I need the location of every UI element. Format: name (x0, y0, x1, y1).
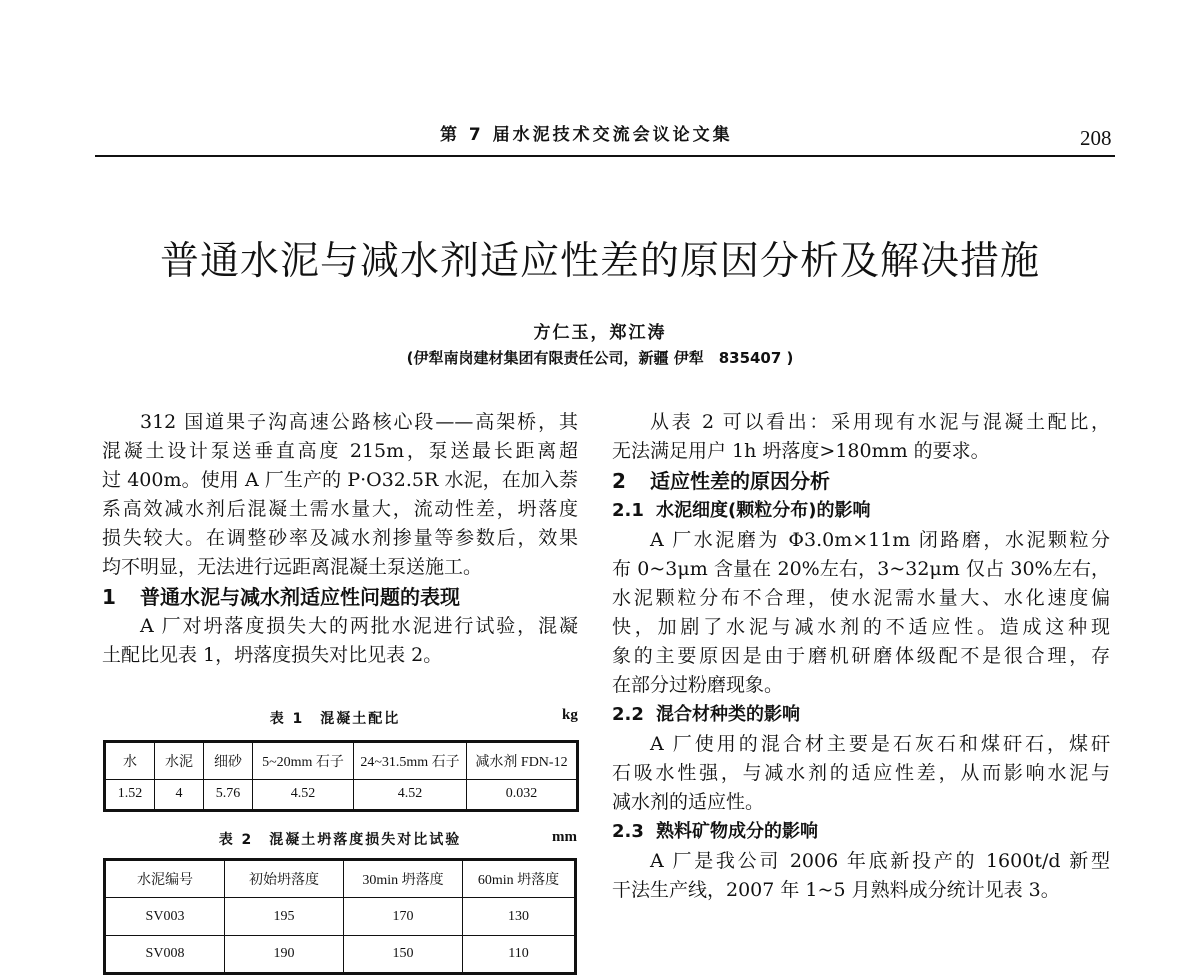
right-column (612, 408, 1110, 905)
table-cell: 190 (225, 936, 344, 974)
subsection-heading-2-2: 2.2 混合材种类的影响 (612, 704, 800, 725)
table-row (105, 898, 576, 936)
table1-unit: kg (562, 707, 578, 723)
table-cell: 减水剂 FDN-12 (467, 742, 578, 780)
text-line: 均不明显，无法进行远距离混凝土泵送施工。 (102, 556, 483, 578)
table-cell: 水泥 (155, 742, 204, 780)
table-cell: 130 (463, 898, 576, 936)
page-number: 208 (1080, 126, 1112, 150)
authors: 方仁玉，郑江涛 (533, 323, 667, 343)
table-cell: 4.52 (354, 779, 467, 810)
affiliation: (伊犁南岗建材集团有限责任公司，新疆 伊犁 835407 ) (406, 349, 794, 367)
header-rule (95, 155, 1115, 157)
text-line: 混凝土设计泵送垂直高度 215m，泵送最长距离超 (102, 440, 578, 462)
text-line: 在部分过粉磨现象。 (612, 674, 784, 696)
left-column (102, 408, 578, 670)
table-cell: 4 (155, 779, 204, 810)
table-cell: 4.52 (253, 779, 354, 810)
table-cell: 24~31.5mm 石子 (354, 742, 467, 780)
table-cell: 细砂 (204, 742, 253, 780)
text-line: A 厂是我公司 2006 年底新投产的 1600t/d 新型 (650, 850, 1110, 872)
table-cell: 初始坍落度 (225, 860, 344, 898)
table-cell: 60min 坍落度 (463, 860, 576, 898)
table-cell: 水 (105, 742, 155, 780)
paper-title: 普通水泥与减水剂适应性差的原因分析及解决措施 (159, 239, 1040, 284)
text-line: 布 0~3μm 含量在 20%左右，3~32μm 仅占 30%左右， (612, 558, 1110, 580)
table-cell: 170 (344, 898, 463, 936)
table-header-row (105, 860, 576, 898)
table-cell: SV003 (105, 898, 225, 936)
table2-caption: 表 2 混凝土坍落度损失对比试验 (218, 832, 462, 848)
table1-caption: 表 1 混凝土配比 (269, 711, 401, 727)
subsection-heading-2-3: 2.3 熟料矿物成分的影响 (612, 821, 818, 842)
table-cell: 水泥编号 (105, 860, 225, 898)
table-cell: 30min 坍落度 (344, 860, 463, 898)
running-header: 第 7 届水泥技术交流会议论文集 (440, 125, 733, 145)
text-line: 减水剂的适应性。 (612, 791, 765, 813)
table-row (105, 779, 578, 810)
table2 (103, 858, 577, 975)
table1 (103, 740, 579, 812)
table-cell: SV008 (105, 936, 225, 974)
text-line: 快，加剧了水泥与减水剂的不适应性。造成这种现 (612, 616, 1110, 638)
table-cell: 5~20mm 石子 (253, 742, 354, 780)
text-line: 312 国道果子沟高速公路核心段——高架桥，其 (140, 411, 578, 433)
table-cell: 150 (344, 936, 463, 974)
text-line: 水泥颗粒分布不合理，使水泥需水量大、水化速度偏 (612, 587, 1110, 609)
table-row (105, 936, 576, 974)
table-cell: 1.52 (105, 779, 155, 810)
text-line: A 厂使用的混合材主要是石灰石和煤矸石，煤矸 (650, 733, 1110, 755)
text-line: 土配比见表 1，坍落度损失对比见表 2。 (102, 644, 443, 666)
table-cell: 195 (225, 898, 344, 936)
table-cell: 0.032 (467, 779, 578, 810)
text-line: 象的主要原因是由于磨机研磨体级配不是很合理，存 (612, 645, 1110, 667)
table-cell: 110 (463, 936, 576, 974)
section-heading-1: 1 普通水泥与减水剂适应性问题的表现 (102, 585, 460, 609)
text-line: 损失较大。在调整砂率及减水剂掺量等参数后，效果 (102, 527, 578, 549)
text-line: 石吸水性强，与减水剂的适应性差，从而影响水泥与 (612, 762, 1110, 784)
text-line: A 厂水泥磨为 Φ3.0m×11m 闭路磨，水泥颗粒分 (650, 529, 1110, 551)
text-line: A 厂对坍落度损失大的两批水泥进行试验，混凝 (140, 615, 578, 637)
subsection-heading-2-1: 2.1 水泥细度(颗粒分布)的影响 (612, 500, 871, 521)
text-line: 过 400m。使用 A 厂生产的 P·O32.5R 水泥，在加入萘 (102, 469, 578, 491)
section-heading-2: 2 适应性差的原因分析 (612, 469, 830, 493)
text-line: 无法满足用户 1h 坍落度>180mm 的要求。 (612, 440, 990, 462)
text-line: 干法生产线，2007 年 1~5 月熟料成分统计见表 3。 (612, 879, 1060, 901)
table-cell: 5.76 (204, 779, 253, 810)
table2-unit: mm (552, 829, 577, 845)
text-line: 系高效减水剂后混凝土需水量大，流动性差，坍落度 (102, 498, 578, 520)
table-header-row (105, 742, 578, 780)
text-line: 从表 2 可以看出：采用现有水泥与混凝土配比， (650, 411, 1110, 433)
